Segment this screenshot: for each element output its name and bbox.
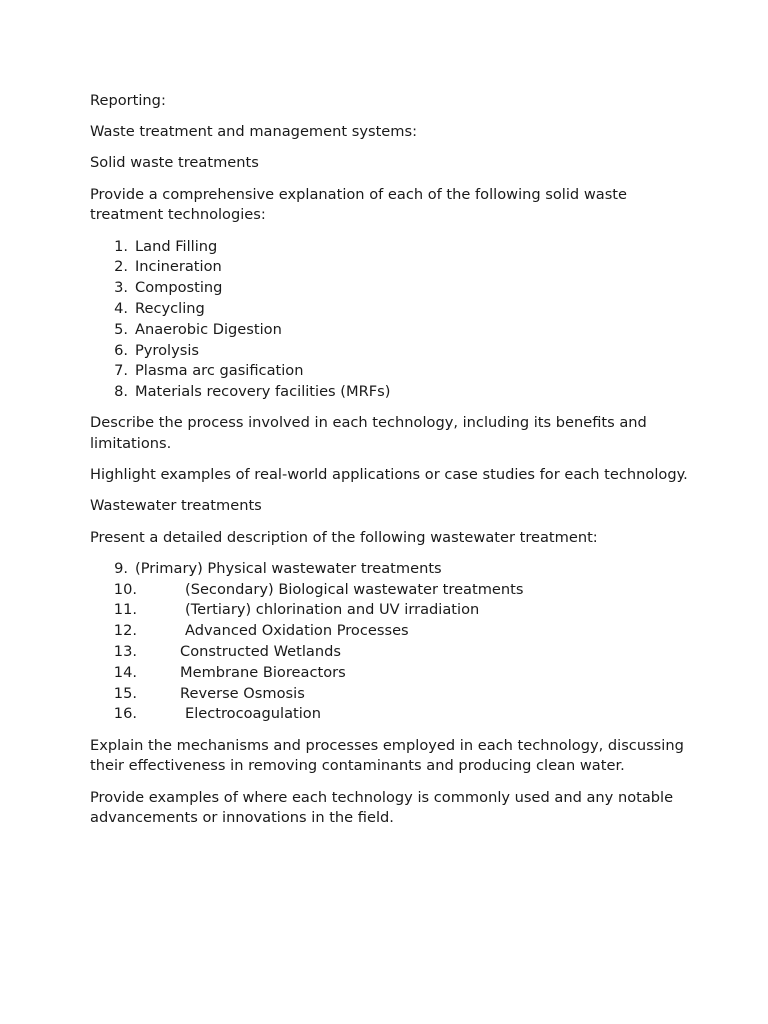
list-item-text: (Primary) Physical wastewater treatments — [135, 559, 442, 577]
list-item — [90, 621, 690, 642]
solid-waste-intro: Provide a comprehensive explanation of each of the following solid waste treatment technologies: — [90, 185, 627, 224]
list-item-text: Materials recovery facilities (MRFs) — [135, 383, 391, 401]
list-item-text: Composting — [135, 279, 223, 297]
list-item-number: 5. — [114, 320, 128, 338]
list-item — [90, 361, 690, 382]
list-item-text: Electrocoagulation — [185, 705, 321, 723]
solid-waste-highlight: Highlight examples of real-world applications or case studies for each technology. — [90, 466, 688, 484]
wastewater-list — [90, 559, 690, 725]
list-item-number: 14. — [113, 663, 137, 681]
list-item — [90, 299, 690, 320]
list-item-number: 8. — [114, 383, 128, 401]
list-item-number: 10. — [113, 580, 137, 598]
list-item-text: Plasma arc gasification — [135, 362, 304, 380]
list-item-number: 6. — [114, 341, 128, 359]
list-item-number: 13. — [113, 643, 137, 661]
list-item — [90, 559, 690, 580]
wastewater-intro: Present a detailed description of the following wastewater treatment: — [90, 528, 598, 546]
list-item — [90, 642, 690, 663]
solid-waste-list — [90, 237, 690, 403]
list-item — [90, 237, 690, 258]
list-item-text: (Tertiary) chlorination and UV irradiation — [185, 601, 480, 619]
list-item-text: Reverse Osmosis — [180, 684, 305, 702]
list-item — [90, 257, 690, 278]
wastewater-examples: Provide examples of where each technology is commonly used and any notable advancements or innovations in the field. — [90, 788, 674, 827]
list-item-number: 12. — [113, 622, 137, 640]
list-item-number: 3. — [114, 279, 128, 297]
list-item-number: 11. — [113, 601, 137, 619]
list-item-text: Anaerobic Digestion — [135, 320, 282, 338]
list-item — [90, 382, 690, 403]
list-item-text: Pyrolysis — [135, 341, 199, 359]
list-item-text: Constructed Wetlands — [180, 643, 341, 661]
list-item-number: 7. — [114, 362, 128, 380]
list-item-number: 15. — [113, 684, 137, 702]
list-item-number: 9. — [114, 559, 128, 577]
heading-wastewater: Wastewater treatments — [90, 497, 262, 515]
wastewater-explain: Explain the mechanisms and processes employed in each technology, discussing their effectiveness in removing contaminants and producing clean water. — [90, 736, 684, 775]
document-page — [90, 91, 690, 840]
list-item — [90, 341, 690, 362]
list-item-text: (Secondary) Biological wastewater treatments — [185, 580, 524, 598]
list-item-text: Incineration — [135, 258, 222, 276]
solid-waste-describe: Describe the process involved in each technology, including its benefits and limitations. — [90, 414, 647, 453]
heading-solid-waste: Solid waste treatments — [90, 154, 259, 172]
list-item-number: 1. — [114, 237, 128, 255]
list-item-text: Advanced Oxidation Processes — [185, 622, 409, 640]
list-item — [90, 663, 690, 684]
list-item — [90, 704, 690, 725]
heading-systems: Waste treatment and management systems: — [90, 123, 418, 141]
list-item-text: Recycling — [135, 299, 205, 317]
list-item — [90, 278, 690, 299]
list-item — [90, 580, 690, 601]
list-item-number: 4. — [114, 299, 128, 317]
heading-reporting: Reporting: — [90, 92, 166, 109]
list-item — [90, 320, 690, 341]
list-item-number: 16. — [113, 705, 137, 723]
list-item — [90, 600, 690, 621]
list-item-text: Land Filling — [135, 237, 218, 255]
list-item-text: Membrane Bioreactors — [180, 663, 346, 681]
list-item — [90, 684, 690, 705]
list-item-number: 2. — [114, 258, 128, 276]
